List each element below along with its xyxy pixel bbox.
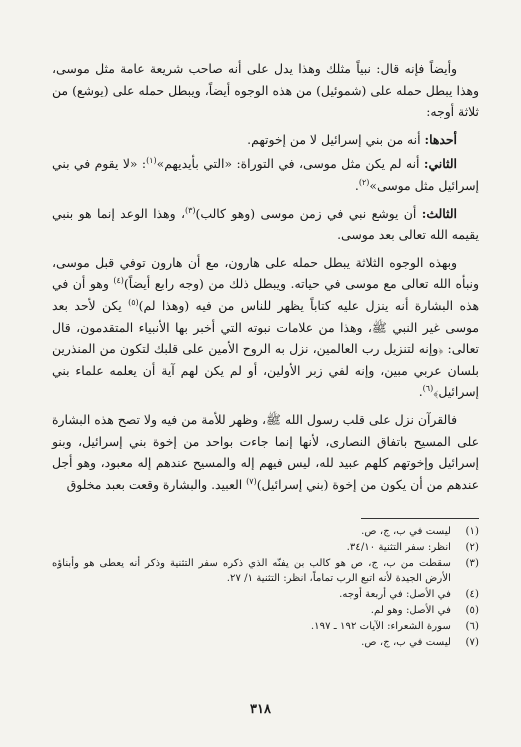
footnote-number: (٧) (465, 636, 479, 648)
page-number: ٣١٨ (250, 702, 271, 717)
harun-text-c: يكن لأحد بعد موسى غير النبي ﷺ، وهذا من علامات نبوته التي أخبر بها الأنبياء المتقدمون، قال تعالى: ﴿وإنه لتنزيل رب العالمين، نزل به الروح الأمين على قلبك لتكون من المنذرين بلسان عربي مبين، وإنه لفي زبر الأولين، أو لم يكن لهم آية أن يعلمه علماء بني إسرائيل﴾ (52, 297, 479, 400)
first-reason-text: أنه من بني إسرائيل لا من إخوتهم. (247, 131, 425, 147)
paragraph-first-reason (52, 129, 479, 151)
footnote-item (52, 603, 479, 619)
paragraph-quran (52, 409, 479, 495)
footnote-item (52, 619, 479, 635)
third-reason-lead: الثالث: (421, 205, 457, 221)
footnote-text: سورة الشعراء: الآيات ١٩٢ ـ ١٩٧. (310, 620, 451, 632)
footnote-item (52, 587, 479, 603)
harun-text-end: . (418, 384, 423, 400)
footnote-text: انظر: سفر التثنية ٣٤/١٠. (346, 541, 451, 553)
footnote-item (52, 556, 479, 588)
third-reason-text: أن يوشع نبي في زمن موسى (وهو كالب) (195, 205, 422, 221)
footnote-marker-6: (٦) (422, 384, 434, 394)
footnote-item (52, 635, 479, 651)
second-reason-text-2: : «لا يقوم في بني إسرائيل مثل موسى» (52, 156, 479, 193)
footnote-marker-7: (٧) (246, 476, 257, 486)
second-reason-text: أنه لم يكن مثل موسى، في التوراة: «التي بأيديهم» (156, 156, 424, 172)
footnote-number: (٦) (465, 620, 479, 632)
paragraph-1 (52, 58, 479, 123)
paragraph-third-reason (52, 203, 479, 246)
footnote-marker-5: (٥) (128, 297, 139, 307)
footnote-marker-3: (٣) (184, 205, 196, 215)
quran-text-a: فالقرآن نزل على قلب رسول الله ﷺ، وظهر للأمة من فيه ولا تصح هذه البشارة على المسيح باتفاق النصارى، لأنها إنما جاءت بواحد من إخوة بني إسرائيل، وبنو إسرائيل وإخوتهم كلهم عبيد لله، ليس فيهم إله والمسيح عندهم إله معبود، وهو أجل عندهم من أن يكون من إخوة (بني إسرائيل) (52, 411, 479, 492)
paragraph-harun (52, 252, 479, 403)
footnote-number: (٤) (465, 589, 479, 601)
first-reason-lead: أحدها: (424, 131, 457, 147)
footnote-marker-1: (١) (146, 156, 157, 166)
footnote-item (52, 540, 479, 556)
footnote-text: في الأصل: وهو لم. (370, 604, 451, 616)
footnote-item (52, 524, 479, 540)
harun-text-b: وهو أن في هذه البشارة أنه ينزل عليه كتاباً يظهر للناس من فيه (وهذا لم) (52, 276, 479, 313)
footnote-marker-2: (٢) (358, 177, 370, 187)
footnote-number: (٣) (465, 557, 479, 569)
quran-text-b: العبيد. والبشارة وقعت بعبد مخلوق (66, 476, 247, 492)
footnote-number: (٢) (465, 541, 479, 553)
paragraph-1-text: وأيضاً فإنه قال: نبياً مثلك وهذا يدل على أنه صاحب شريعة عامة مثل موسى، وهذا يبطل حمله على (شموئيل) من هذه الوجوه أيضاً، ويبطل حمله على (يوشع) من ثلاثة أوجه: (52, 61, 479, 120)
third-reason-text-2: ، وهذا الوعد إنما هو بنبي يقيمه الله تعالى بعد موسى. (52, 205, 479, 243)
second-reason-end: . (354, 177, 359, 193)
footnote-text: في الأصل: في أربعة أوجه. (339, 589, 451, 601)
footnote-text: ليست في ب، ج، ص. (361, 636, 451, 648)
harun-text-a: وبهذه الوجوه الثلاثة يبطل حمله على هارون، مع أن هارون توفي قبل موسى، ونبأه الله تعالى مع موسى في حياته. ويبطل ذلك من (وجه رابع أيضاً) (52, 254, 479, 292)
footnote-separator (361, 518, 479, 519)
footnote-number: (١) (465, 526, 479, 537)
paragraph-second-reason (52, 153, 479, 196)
footnote-number: (٥) (465, 604, 479, 616)
second-reason-lead: الثاني: (423, 156, 457, 172)
footnote-marker-4: (٤) (113, 276, 124, 286)
footnote-text: ليست في ب، ج، ص. (361, 526, 451, 537)
footnotes (52, 524, 479, 650)
footnote-text: سقطت من ب، ج، ص هو كالب بن يفنّه الذي ذكره سفر التثنية وذكر أنه يعطى هو وأبناؤه الأرض الجيدة لأنه اتبع الرب تماماً، انظر: التثنية ١/ ٢٧. (52, 557, 451, 585)
main-text (52, 58, 479, 501)
